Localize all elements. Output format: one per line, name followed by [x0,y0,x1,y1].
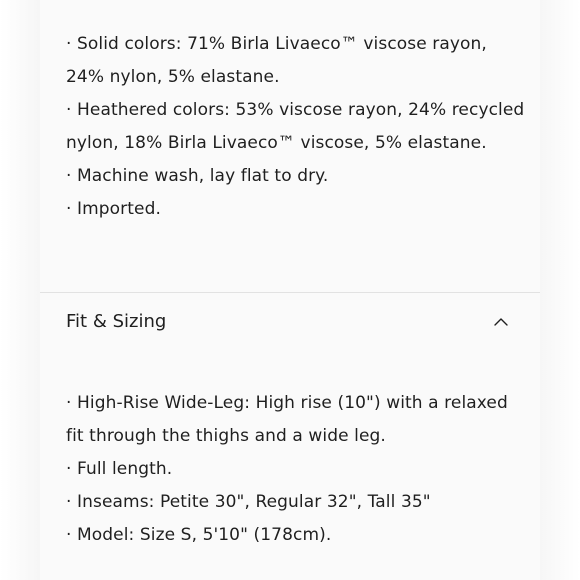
fit-item-length: · Full length. [66,459,173,479]
fit-item-model: · Model: Size S, 5'10" (178cm). [66,525,332,545]
materials-item-heathered-colors: · Heathered colors: 53% viscose rayon, 24% recycled nylon, 18% Birla Livaeco™ viscose, 5% elastane. [66,100,525,153]
left-edge [0,0,40,580]
materials-item-origin: · Imported. [66,199,161,219]
materials-list [66,28,526,226]
fit-item-rise: · High-Rise Wide-Leg: High rise (10") with a relaxed fit through the thighs and a wide leg. [66,393,508,446]
fit-sizing-accordion-header[interactable] [40,300,540,344]
fit-item-inseams: · Inseams: Petite 30", Regular 32", Tall 35" [66,492,431,512]
fit-sizing-title: Fit & Sizing [66,311,167,332]
materials-item-solid-colors: · Solid colors: 71% Birla Livaeco™ viscose rayon, 24% nylon, 5% elastane. [66,34,487,87]
right-edge [540,0,580,580]
chevron-up-icon[interactable] [493,314,509,330]
section-divider [40,292,540,293]
fit-sizing-list [66,387,526,552]
materials-item-care: · Machine wash, lay flat to dry. [66,166,329,186]
